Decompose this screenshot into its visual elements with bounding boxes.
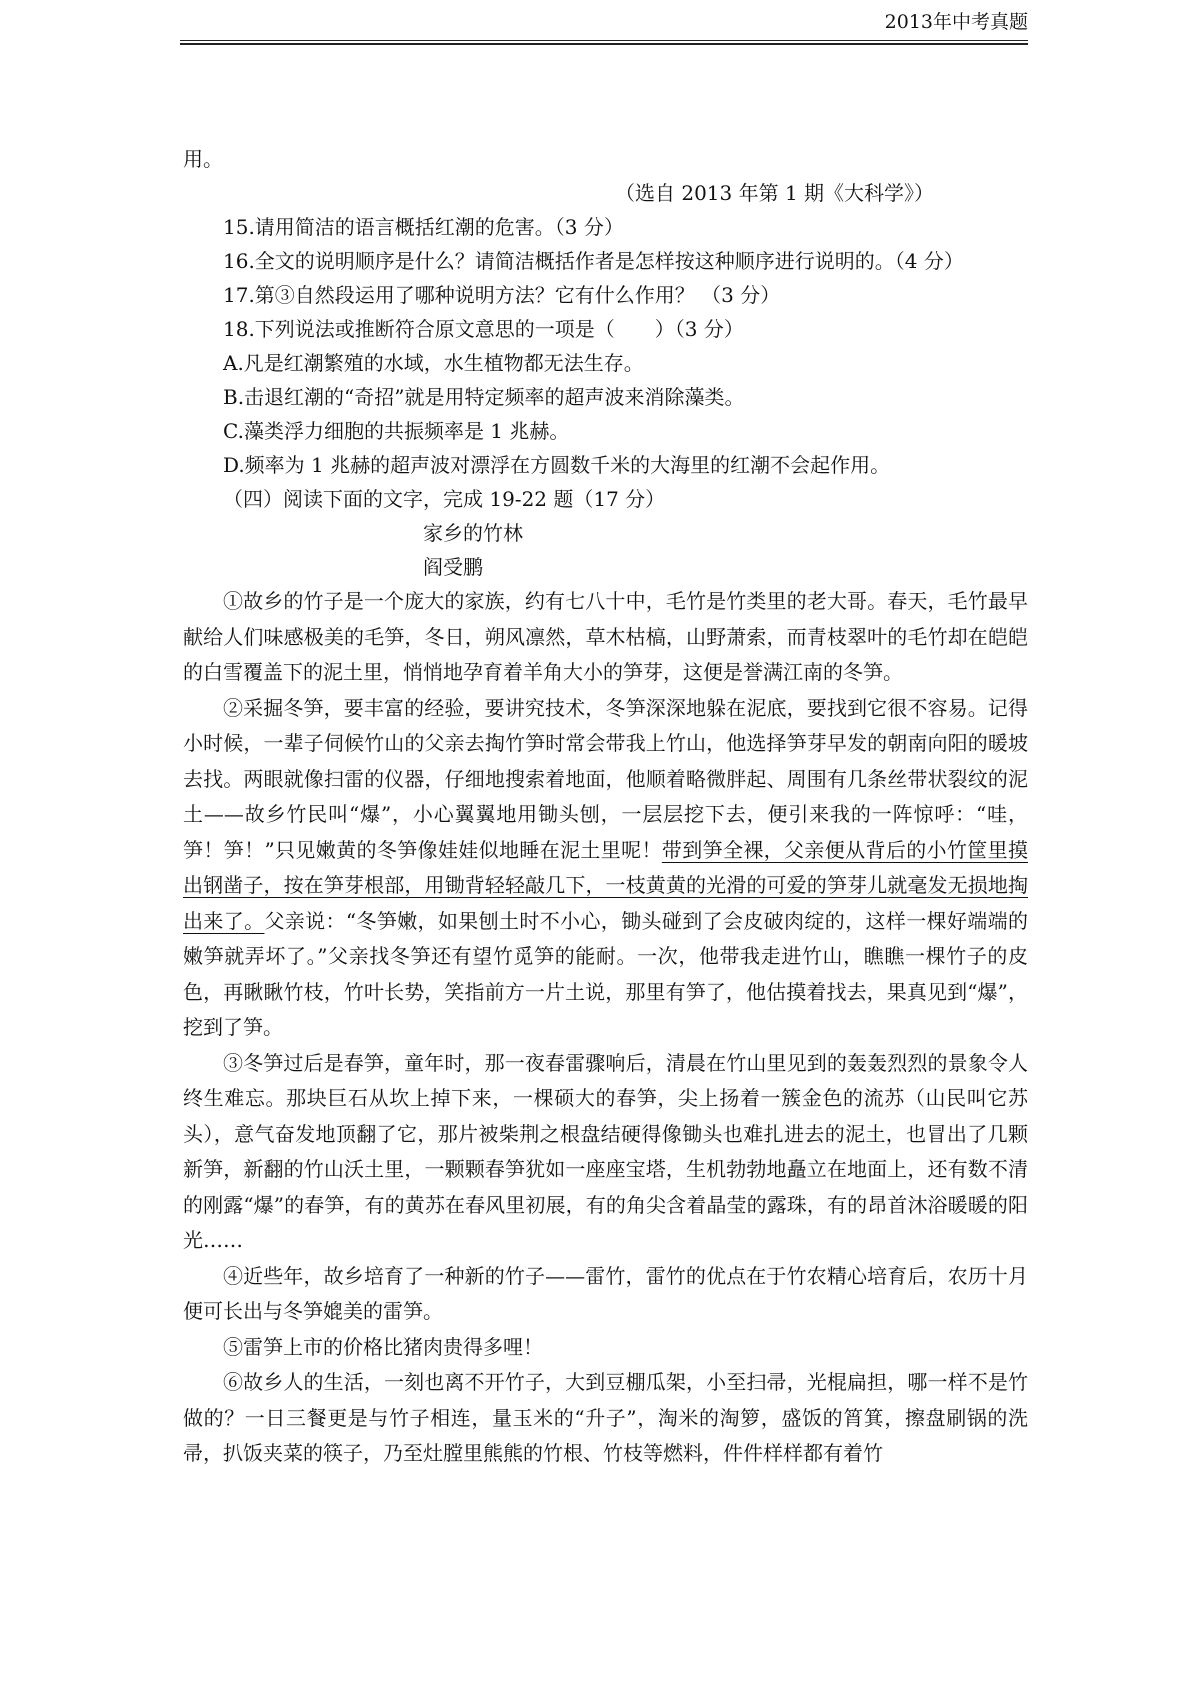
paragraph-6: ⑥故乡人的生活，一刻也离不开竹子，大到豆棚瓜架，小至扫帚，光棍扁担，哪一样不是竹做的？一日三餐更是与竹子相连，量玉米的“升子”，淘米的淘箩，盛饭的筲箕，擦盘刷锅的洗帚，扒饭夹菜的筷子，乃至灶膛里熊熊的竹根、竹枝等燃料，件件样样都有着竹	[183, 1370, 1028, 1465]
paragraph-2	[183, 691, 1028, 1046]
paragraph-4: ④近些年，故乡培育了一种新的竹子——雷竹，雷竹的优点在于竹农精心培育后，农历十月便可长出与冬笋媲美的雷笋。	[183, 1263, 1028, 1323]
option-b: B.击退红潮的“奇招”就是用特定频率的超声波来消除藻类。	[223, 385, 745, 409]
paragraph-2-text-start: ②采掘冬笋，要丰富的经验，要讲究技术，冬笋深深地躲在泥底，要找到它很不容易。记得小时候，一辈子伺候竹山的父亲去掏竹笋时常会带我上竹山，他选择笋芽早发的朝南向阳的暖坡去找。两眼就像扫雷的仪器，仔细地搜索着地面，他顺着略微胖起、周围有几条丝带状裂纹的泥土——故乡竹民叫“爆”，小心翼翼地用锄头刨，一层层挖下去，便引来我的一阵惊呼：“哇，笋！笋！”只见嫩黄的冬笋像娃娃似地睡在泥土里呢！	[183, 695, 1028, 862]
paragraph-5: ⑤雷笋上市的价格比猪肉贵得多哩！	[223, 1334, 543, 1359]
paragraph-2-underlined-passage: 带到笋全裸，父亲便从背后的小竹筐里摸出钢凿子，按在笋芽根部，用锄背轻轻敲几下，一枝黄黄的光滑的可爱的笋芽儿就毫发无损地掏出来了。	[183, 837, 1028, 933]
question-17: 17.第③自然段运用了哪种说明方法？它有什么作用？ （3 分）	[223, 283, 781, 307]
question-15: 15.请用简洁的语言概括红潮的危害。（3 分）	[223, 215, 624, 239]
question-16: 16.全文的说明顺序是什么？请简洁概括作者是怎样按这种顺序进行说明的。（4 分）	[223, 249, 964, 273]
paragraph-3: ③冬笋过后是春笋，童年时，那一夜春雷骤响后，清晨在竹山里见到的轰轰烈烈的景象令人终生难忘。那块巨石从坎上掉下来，一棵硕大的春笋，尖上扬着一簇金色的流苏（山民叫它苏头），意气奋发地顶翻了它，那片被柴荆之根盘结硬得像锄头也难扎进去的泥土，也冒出了几颗新笋，新翻的竹山沃土里，一颗颗春笋犹如一座座宝塔，生机勃勃地矗立在地面上，还有数不清的刚露“爆”的春笋，有的黄苏在春风里初展，有的角尖含着晶莹的露珠，有的昂首沐浴暖暖的阳光……	[183, 1050, 1028, 1252]
header-divider	[180, 40, 1028, 41]
option-d: D.频率为 1 兆赫的超声波对漂浮在方圆数千米的大海里的红潮不会起作用。	[223, 453, 891, 477]
section-heading: （四）阅读下面的文字，完成 19-22 题（17 分）	[223, 487, 666, 511]
page-header-title: 2013年中考真题	[884, 11, 1028, 33]
option-c: C.藻类浮力细胞的共振频率是 1 兆赫。	[223, 419, 570, 443]
option-a: A.凡是红潮繁殖的水域，水生植物都无法生存。	[223, 351, 644, 375]
source-citation: （选自 2013 年第 1 期《大科学》）	[615, 181, 935, 205]
header-divider-thick	[180, 43, 1028, 45]
article-title: 家乡的竹林	[423, 521, 523, 545]
article-author: 阎受鹏	[423, 555, 483, 579]
paragraph-1: ①故乡的竹子是一个庞大的家族，约有七八十中，毛竹是竹类里的老大哥。春天，毛竹最早献给人们味感极美的毛笋，冬日，朔风凛然，草木枯槁，山野萧索，而青枝翠叶的毛竹却在皑皑的白雪覆盖下的泥土里，悄悄地孕育着羊角大小的笋芽，这便是誉满江南的冬笋。	[183, 589, 1028, 684]
lead-line: 用。	[183, 147, 223, 171]
paragraph-2-text-end: 父亲说：“冬笋嫩，如果刨土时不小心，锄头碰到了会皮破肉绽的，这样一棵好端端的嫩笋就弄坏了。”父亲找冬笋还有望竹觅笋的能耐。一次，他带我走进竹山，瞧瞧一棵竹子的皮色，再瞅瞅竹枝，竹叶长势，笑指前方一片土说，那里有笋了，他估摸着找去，果真见到“爆”，挖到了笋。	[183, 908, 1029, 1039]
document-body	[183, 142, 1028, 1472]
question-18: 18.下列说法或推断符合原文意思的一项是（ ）（3 分）	[223, 317, 744, 341]
